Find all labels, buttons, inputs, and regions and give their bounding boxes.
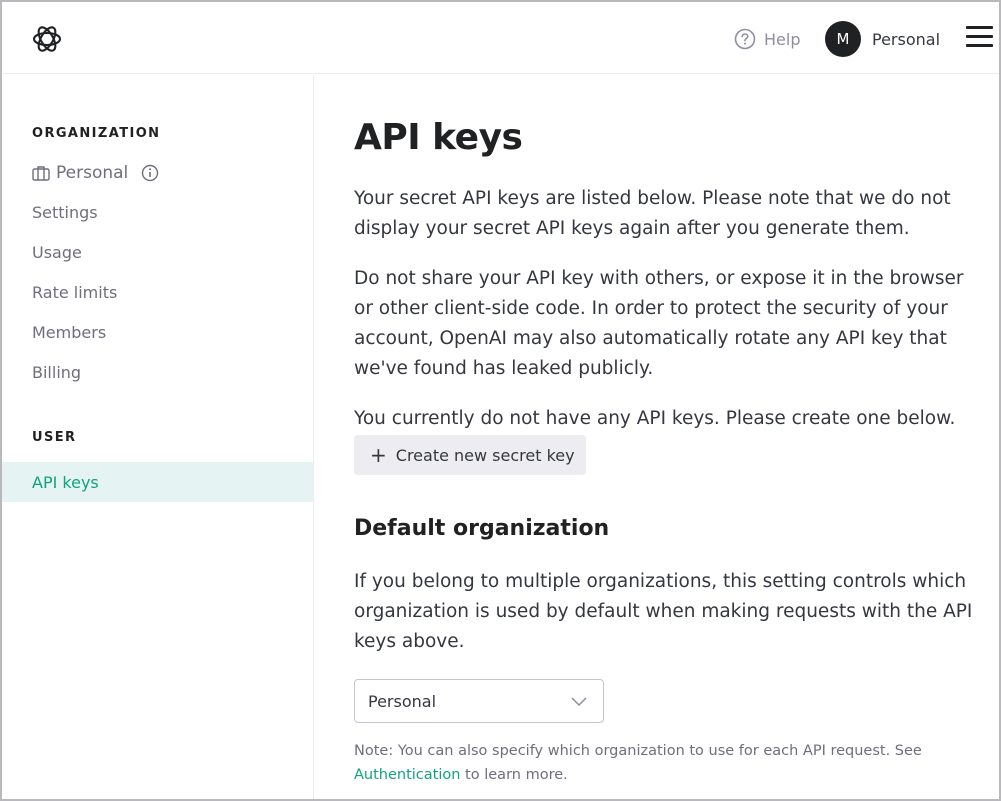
sidebar-item-api-keys[interactable]: API keys [2,462,313,502]
briefcase-icon [32,165,50,181]
sidebar-section-organization: ORGANIZATION [32,126,161,141]
default-organization-description: If you belong to multiple organizations, this setting controls which organization is used by default when making requests with the API keys above. [354,571,973,652]
default-organization-select[interactable] [354,679,604,723]
help-label: Help [764,29,801,49]
account-switcher[interactable] [825,21,940,57]
security-paragraph: Do not share your API key with others, or expose it in the browser or other client-side code. In order to protect the security of your account, OpenAI may also automatically rotate any API key that we've found has leaked publicly. [354,268,964,379]
sidebar-section-user: USER [32,430,77,445]
sidebar-item-rate-limits[interactable]: Rate limits [32,282,118,302]
account-name: Personal [872,29,941,49]
help-link[interactable] [734,26,800,52]
help-circle-icon [734,28,756,50]
openai-logo-icon[interactable] [30,22,64,56]
sidebar-item-usage[interactable]: Usage [32,242,82,262]
sidebar-item-billing[interactable]: Billing [32,362,82,382]
hamburger-menu-icon[interactable] [966,26,996,50]
plus-icon: + [370,443,387,467]
chevron-down-icon [571,695,587,707]
authentication-link[interactable]: Authentication [354,767,461,783]
create-secret-key-label: Create new secret key [395,445,575,465]
select-value: Personal [368,691,437,711]
sidebar-item-settings[interactable]: Settings [32,202,98,222]
sidebar [2,75,314,801]
info-icon[interactable] [141,164,159,182]
organization-note: Note: You can also specify which organization to use for each API request. See Authentication to learn more. [354,743,922,783]
sidebar-item-org-personal[interactable] [2,153,313,193]
page-title: API keys [354,117,523,158]
intro-paragraph: Your secret API keys are listed below. Please note that we do not display your secret API keys again after you generate them. [354,188,951,239]
avatar: M [825,21,861,57]
top-header [2,2,999,74]
sidebar-item-members[interactable]: Members [32,322,107,342]
no-keys-message: You currently do not have any API keys. Please create one below. [354,408,956,429]
create-secret-key-button[interactable] [354,435,586,475]
sidebar-org-name: Personal [56,163,129,183]
default-organization-heading: Default organization [354,516,610,541]
